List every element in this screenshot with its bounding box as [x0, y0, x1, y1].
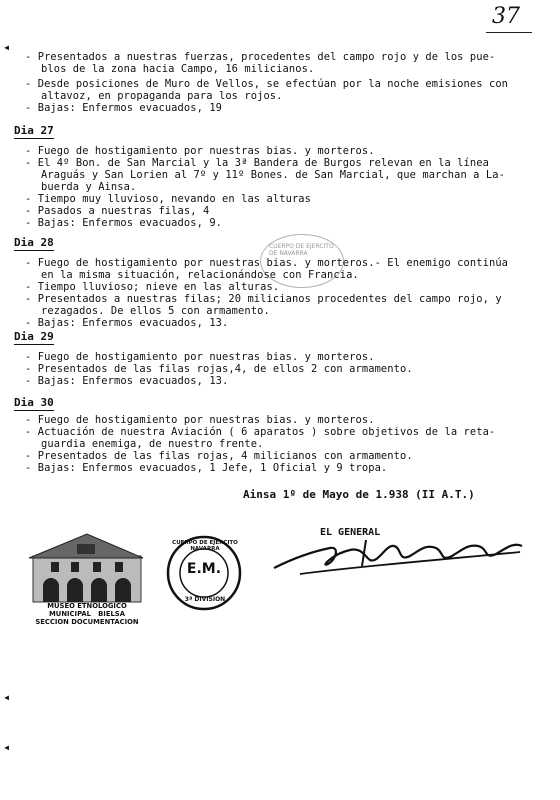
text-line: - Fuego de hostigamiento por nuestras bias. y morteros.- El enemigo continúa [25, 257, 509, 269]
closing-date: Ainsa 1º de Mayo de 1.938 (II A.T.) [243, 488, 475, 501]
day-heading-underline [14, 410, 54, 411]
text-line: - Fuego de hostigamiento por nuestras bias. y morteros. [25, 351, 375, 363]
day-heading-underline [14, 344, 54, 345]
text-line: - Desde posiciones de Muro de Vellos, se efectúan por la noche emisiones con [25, 78, 509, 90]
text-line: - Presentados a nuestras fuerzas, procedentes del campo rojo y de los pue- [25, 51, 496, 63]
museum-building-stamp [27, 528, 145, 606]
text-line: blos de la zona hacia Campo, 16 milicianos. [41, 63, 315, 75]
margin-mark: ◂ [3, 690, 11, 704]
margin-mark: ◂ [3, 740, 11, 754]
text-line: - Bajas: Enfermos evacuados, 19 [25, 102, 223, 114]
day-heading-underline [14, 250, 54, 251]
text-line: - Pasados a nuestras filas, 4 [25, 205, 210, 217]
day-heading: Dia 29 [14, 330, 54, 343]
text-line: - El 4º Bon. de San Marcial y la 3ª Bandera de Burgos relevan en la línea [25, 157, 489, 169]
text-line: - Fuego de hostigamiento por nuestras bias. y morteros. [25, 414, 375, 426]
text-line: - Fuego de hostigamiento por nuestras bias. y morteros. [25, 145, 375, 157]
text-line: - Actuación de nuestra Aviación ( 6 aparatos ) sobre objetivos de la reta- [25, 426, 496, 438]
text-line: - Presentados de las filas rojas, 4 milicianos con armamento. [25, 450, 413, 462]
em-stamp-center-text: E.M. [186, 561, 222, 577]
day-heading: Dia 27 [14, 124, 54, 137]
text-line: Araguás y San Lorien al 7º y 11º Bones. de San Marcial, que marchan a La- [41, 169, 505, 181]
margin-mark: ◂ [3, 40, 11, 54]
text-line: en la misma situación, relacionándose con Francia. [41, 269, 359, 281]
signatory-title: EL GENERAL [320, 527, 381, 538]
text-line: - Bajas: Enfermos evacuados, 13. [25, 317, 229, 329]
em-stamp-bottom-text: 3ª DIVISION [184, 596, 226, 603]
text-line: - Tiempo muy lluvioso, nevando en las alturas [25, 193, 312, 205]
text-line: - Bajas: Enfermos evacuados, 1 Jefe, 1 Oficial y 9 tropa. [25, 462, 388, 474]
museum-stamp-text: MUSEO ETNOLOGICO MUNICIPAL BIELSA SECCION DOCUMENTACION [35, 602, 139, 626]
text-line: - Bajas: Enfermos evacuados, 13. [25, 375, 229, 387]
page-number: 37 [492, 4, 520, 29]
text-line: - Presentados a nuestras filas; 20 milicianos procedentes del campo rojo, y [25, 293, 502, 305]
text-line: - Tiempo lluvioso; nieve en las alturas. [25, 281, 280, 293]
handwritten-signature [270, 530, 530, 580]
text-line: buerda y Ainsa. [41, 181, 137, 193]
text-line: rezagados. De ellos 5 con armamento. [41, 305, 270, 317]
day-heading: Dia 30 [14, 396, 54, 409]
faint-round-stamp: CUERPO DE EJERCITO DE NAVARRA [260, 234, 344, 288]
text-line: - Presentados de las filas rojas,4, de ellos 2 con armamento. [25, 363, 413, 375]
day-heading: Dia 28 [14, 236, 54, 249]
text-line: guardia enemiga, de nuestro frente. [41, 438, 264, 450]
text-line: altavoz, en propaganda para los rojos. [41, 90, 283, 102]
text-line: - Bajas: Enfermos evacuados, 9. [25, 217, 223, 229]
page-number-underline [486, 32, 532, 33]
day-heading-underline [14, 138, 54, 139]
em-stamp-top-text: CUERPO DE EJERCITO NAVARRA [172, 540, 238, 552]
